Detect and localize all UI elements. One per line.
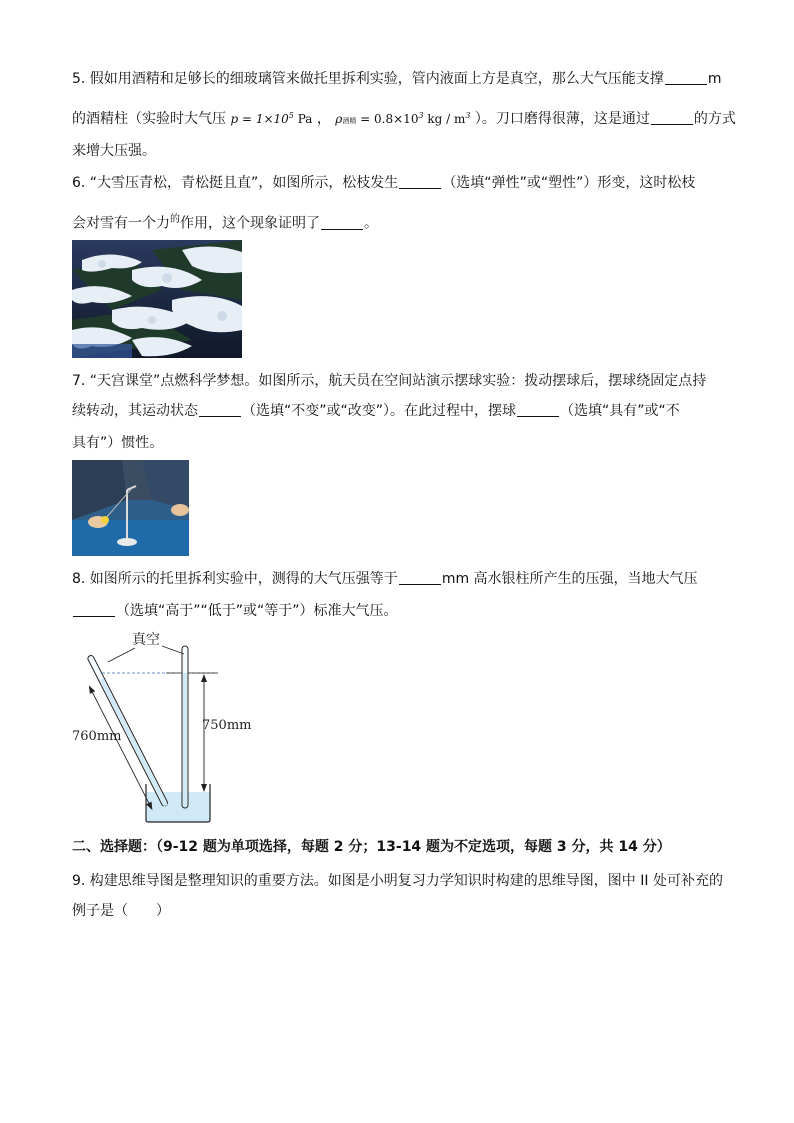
q7-blank-2[interactable]	[517, 402, 559, 417]
q8-line1: 8. 如图所示的托里拆利实验中，测得的大气压强等于 mm 高水银柱所产生的压强，当地大气压	[72, 571, 698, 587]
vacuum-pointer-left	[108, 648, 135, 662]
torricelli-diagram	[70, 626, 252, 828]
q7-blank-1[interactable]	[199, 402, 241, 417]
snow-pine-illustration	[72, 240, 242, 358]
density-formula: ρ酒精 = $0.8\times 10^3$ kg / $m^3$	[335, 111, 471, 126]
q5-blank-1[interactable]	[665, 70, 707, 85]
q6-blank-2[interactable]	[321, 215, 363, 230]
vacuum-label: 真空	[132, 632, 160, 648]
pendulum-photo	[72, 460, 189, 556]
q7-line3: 具有”）惯性。	[72, 435, 164, 451]
q8-blank-1[interactable]	[399, 570, 441, 585]
q8-line2: （选填“高于”“低于”或“等于”）标准大气压。	[72, 600, 398, 620]
q7-line1: 7. “天宫课堂”点燃科学梦想。如图所示，航天员在空间站演示摆球实验：拨动摆球后，摆球绕固定点持	[72, 373, 707, 389]
q6-line2: 会对雪有一个力$^的$作用，这个现象证明了 。	[72, 214, 378, 232]
left-length-label: 760mm	[72, 729, 122, 744]
section-2-heading: 二、选择题：（9-12 题为单项选择，每题 2 分；13-14 题为不定选项，每题 3 分，共 14 分）	[72, 839, 671, 855]
vacuum-pointer-right	[162, 646, 184, 654]
q5-line2: 的酒精柱（实验时大气压 $p = 1\times 10^5$ Pa ， ρ酒精 = $0.8\times 10^3$ kg / $m^3$ ）。刀口磨得很薄，这是通过 的方式	[72, 111, 736, 127]
q5-blank-2[interactable]	[651, 110, 693, 125]
q9-line1: 9. 构建思维导图是整理知识的重要方法。如图是小明复习力学知识时构建的思维导图，图中 II 处可补充的	[72, 873, 723, 889]
right-height-label: 750mm	[202, 718, 252, 733]
q9-line2: 例子是（ ）	[72, 903, 170, 919]
mercury-basin	[146, 792, 210, 822]
q8-blank-2[interactable]	[73, 602, 115, 617]
q6-blank-1[interactable]	[399, 174, 441, 189]
snow-pine-photo	[72, 240, 242, 358]
q7-line2: 续转动，其运动状态 （选填“不变”或“改变”）。在此过程中，摆球 （选填“具有”或“不	[72, 403, 680, 419]
pressure-formula: $p = 1\times 10^5$ Pa	[230, 111, 313, 126]
pendulum-illustration	[72, 460, 189, 556]
slanted-length-arrow	[86, 684, 155, 811]
vertical-mercury	[183, 673, 187, 807]
q5-line1: 5. 假如用酒精和足够长的细玻璃管来做托里拆利实验，管内液面上方是真空，那么大气压能支撑 m	[72, 71, 722, 87]
q5-line3: 来增大压强。	[72, 143, 156, 159]
q6-line1: 6. “大雪压青松，青松挺且直”，如图所示，松枝发生 （选填“弹性”或“塑性”）形变，这时松枝	[72, 175, 696, 191]
